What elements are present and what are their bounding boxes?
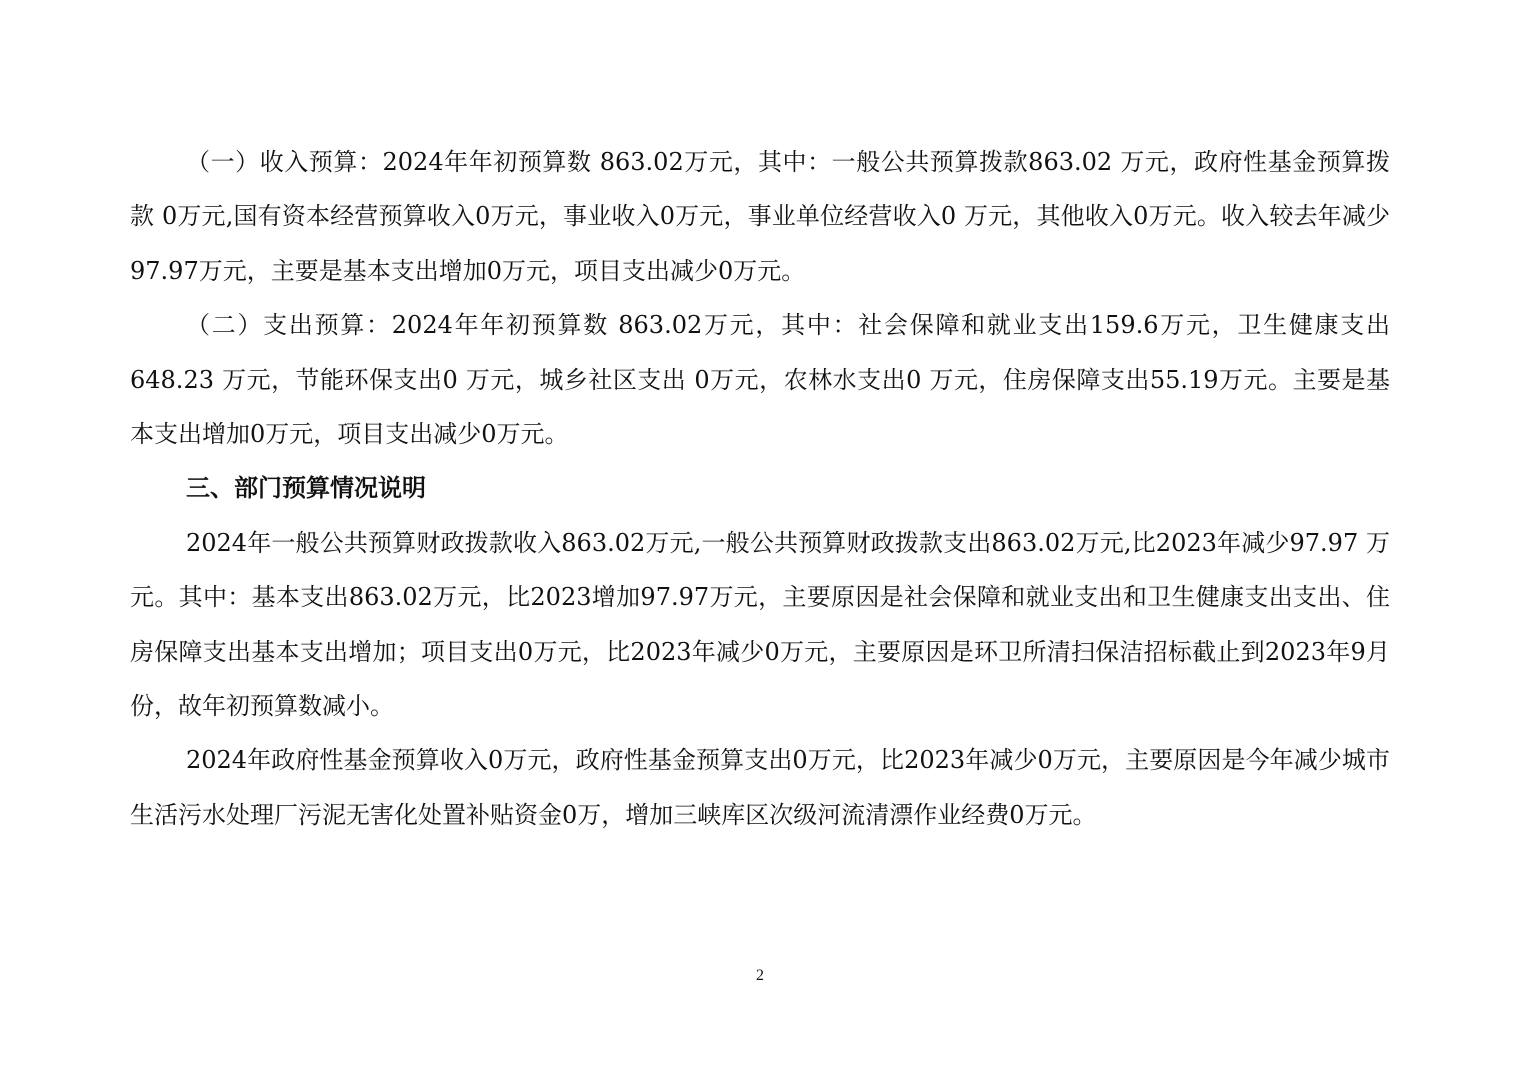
- paragraph-income-budget: （一）收入预算：2024年年初预算数 863.02万元，其中：一般公共预算拨款863.02 万元，政府性基金预算拨款 0万元,国有资本经营预算收入0万元，事业收入0万元，事业单位经营收入0 万元，其他收入0万元。收入较去年减少97.97万元，主要是基本支出增加0万元，项目支出减少0万元。: [130, 148, 1390, 285]
- document-body: [130, 135, 1390, 842]
- section-heading-department-budget: 三、部门预算情况说明: [186, 474, 426, 503]
- paragraph-government-fund-budget: 2024年政府性基金预算收入0万元，政府性基金预算支出0万元，比2023年减少0万元，主要原因是今年减少城市生活污水处理厂污泥无害化处置补贴资金0万，增加三峡库区次级河流清漂作业经费0万元。: [130, 746, 1390, 829]
- page-number: 2: [756, 967, 764, 984]
- paragraph-general-public-budget: 2024年一般公共预算财政拨款收入863.02万元,一般公共预算财政拨款支出863.02万元,比2023年减少97.97 万元。其中：基本支出863.02万元，比2023增加97.97万元，主要原因是社会保障和就业支出和卫生健康支出支出、住房保障支出基本支出增加；项目支出0万元，比2023年减少0万元，主要原因是环卫所清扫保洁招标截止到2023年9月份，故年初预算数减小。: [130, 528, 1390, 721]
- paragraph-expenditure-budget: （二）支出预算：2024年年初预算数 863.02万元，其中：社会保障和就业支出159.6万元，卫生健康支出648.23 万元，节能环保支出0 万元，城乡社区支出 0万元，农林水支出0 万元，住房保障支出55.19万元。主要是基本支出增加0万元，项目支出减少0万元。: [130, 311, 1390, 449]
